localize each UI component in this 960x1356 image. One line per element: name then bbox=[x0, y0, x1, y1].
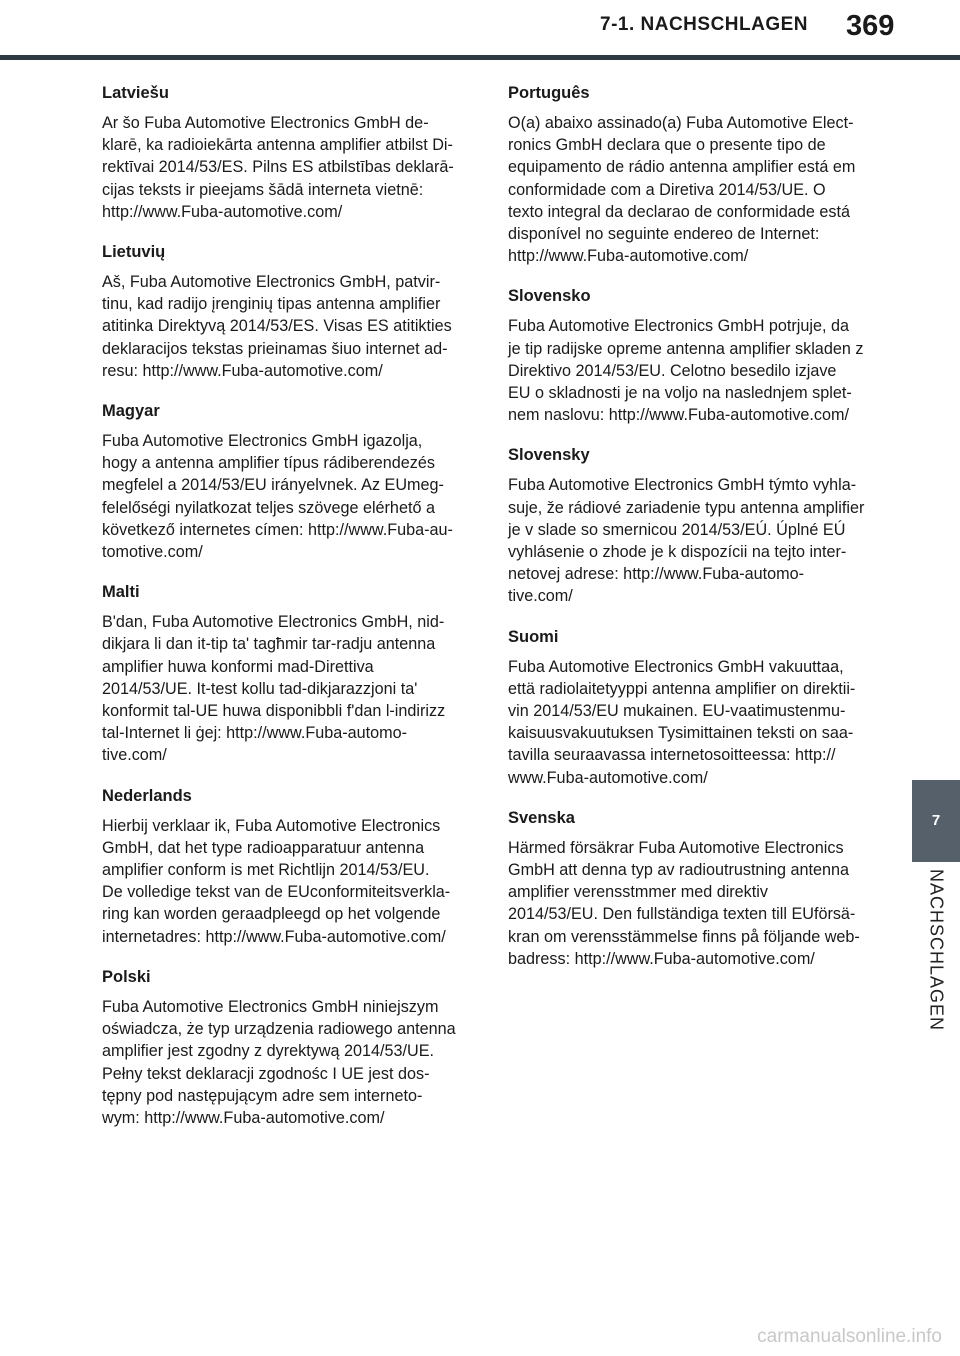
left-column bbox=[102, 82, 462, 1147]
section-heading: Latviešu bbox=[102, 84, 169, 102]
section-header-title: 7-1. NACHSCHLAGEN bbox=[600, 14, 809, 35]
section-heading: Malti bbox=[102, 583, 140, 602]
section-body: Hierbij verklaar ik, Fuba Automotive Electronics GmbH, dat het type radioapparatuur antenna amplifier conform is met Richtlijn 2014/53/EU. De volledige tekst van de EUconformiteitsverkla- ring kan worden geraadpleegd op het volgende internetadres: http://www.Fuba-automotive.com/ bbox=[102, 816, 451, 946]
right-column bbox=[508, 82, 868, 988]
section-magyar bbox=[102, 400, 462, 563]
section-portugues bbox=[508, 82, 868, 267]
section-heading: Suomi bbox=[508, 627, 559, 646]
section-body: Ar šo Fuba Automotive Electronics GmbH de- klarē, ka radioiekārta antenna amplifier atbilst Di- rektīvai 2014/53/ES. Pilns ES atbilstības deklarā- cijas teksts ir pieejams šādā interneta vietnē: http://www.Fuba-automotive.com/ bbox=[102, 114, 454, 221]
section-body: Fuba Automotive Electronics GmbH igazolja, hogy a antenna amplifier típus rádiberendezés megfelel a 2014/53/EU irányelvnek. Az EUmeg- felelőségi nyilatkozat teljes szövege elérhető a következő internetes címen: http://www.Fuba-au- tomotive.com/ bbox=[102, 432, 453, 562]
section-polski bbox=[102, 966, 462, 1129]
section-heading: Lietuvių bbox=[102, 243, 166, 262]
section-heading: Svenska bbox=[508, 808, 575, 827]
section-body: O(a) abaixo assinado(a) Fuba Automotive Elect- ronics GmbH declara que o presente tipo de equipamento de rádio antenna amplifier está em conformidade com a Diretiva 2014/53/UE. O texto integral da declarao de conformidade está disponível no seguinte endereo de Internet: http://www.Fuba-automotive.com/ bbox=[508, 114, 856, 266]
footer-watermark: carmanualsonline.info bbox=[757, 1326, 942, 1347]
section-body: Fuba Automotive Electronics GmbH potrjuje, da je tip radijske opreme antenna amplifier skladen z Direktivo 2014/53/EU. Celotno besedilo izjave EU o skladnosti je na voljo na naslednjem splet- nem naslovu: http://www.Fuba-automotive.com/ bbox=[508, 317, 864, 425]
chapter-number-tab: 7 bbox=[912, 780, 960, 862]
section-heading: Slovensky bbox=[508, 446, 590, 465]
section-suomi bbox=[508, 626, 868, 789]
section-heading: Polski bbox=[102, 967, 151, 986]
section-body: B'dan, Fuba Automotive Electronics GmbH, nid- dikjara li dan it-tip ta' tagħmir tar-radju antenna amplifier huwa konformi mad-Direttiva 2014/53/UE. It-test kollu tad-dikjarazzjoni ta' konformit tal-UE huwa disponibbli f'dan l-indirizz tal-Internet li ġej: http://www.Fuba-automo- tive.com/ bbox=[102, 613, 446, 765]
section-nederlands bbox=[102, 785, 462, 948]
section-heading: Slovensko bbox=[508, 287, 591, 306]
section-body: Fuba Automotive Electronics GmbH niniejszym oświadcza, że typ urządzenia radiowego antenna amplifier jest zgodny z dyrektywą 2014/53/UE. Pełny tekst deklaracji zgodnośc I UE jest dos- tępny pod następującym adre sem interneto- wym: http://www.Fuba-automotive.com/ bbox=[102, 997, 456, 1127]
section-malti bbox=[102, 581, 462, 766]
section-body: Härmed försäkrar Fuba Automotive Electronics GmbH att denna typ av radioutrustning antenna amplifier verensstmmer med direktiv 2014/53/EU. Den fullständiga texten till EUförsä- kran om verensstämmelse finns på följande web- badress: http://www.Fuba-automotive.com/ bbox=[508, 838, 860, 968]
section-body: Aš, Fuba Automotive Electronics GmbH, patvir- tinu, kad radijo įrenginių tipas antenna amplifier atitinka Direktyvą 2014/53/ES. Visas ES atitikties deklaracijos tekstas prieinamas šiuo internet ad- resu: http://www.Fuba-automotive.com/ bbox=[102, 273, 452, 380]
section-body: Fuba Automotive Electronics GmbH vakuuttaa, että radiolaitetyyppi antenna amplifier on direktii- vin 2014/53/EU mukainen. EU-vaatimustenmu- kaisuusvakuutuksen Tysimittainen teksti on saa- tavilla seuraavassa internetosoitteessa: http:// www.Fuba-automotive.com/ bbox=[508, 657, 856, 787]
section-lietuviu bbox=[102, 241, 462, 382]
section-svenska bbox=[508, 807, 868, 970]
section-body: Fuba Automotive Electronics GmbH týmto vyhla- suje, že rádiové zariadenie typu antenna amplifier je v slade so smernicou 2014/53/EÚ. Úplné EÚ vyhlásenie o zhode je k dispozícii na tejto inter- netovej adrese: http://www.Fuba-automo- tive.com/ bbox=[508, 476, 865, 606]
section-latviesu bbox=[102, 82, 462, 223]
section-heading: Nederlands bbox=[102, 786, 192, 805]
section-slovensko bbox=[508, 285, 868, 426]
section-heading: Magyar bbox=[102, 402, 160, 421]
section-heading: Português bbox=[508, 84, 590, 102]
section-slovensky bbox=[508, 444, 868, 607]
page-number: 369 bbox=[846, 10, 895, 42]
chapter-side-label: NACHSCHLAGEN bbox=[926, 868, 947, 1032]
header-divider bbox=[0, 55, 960, 60]
